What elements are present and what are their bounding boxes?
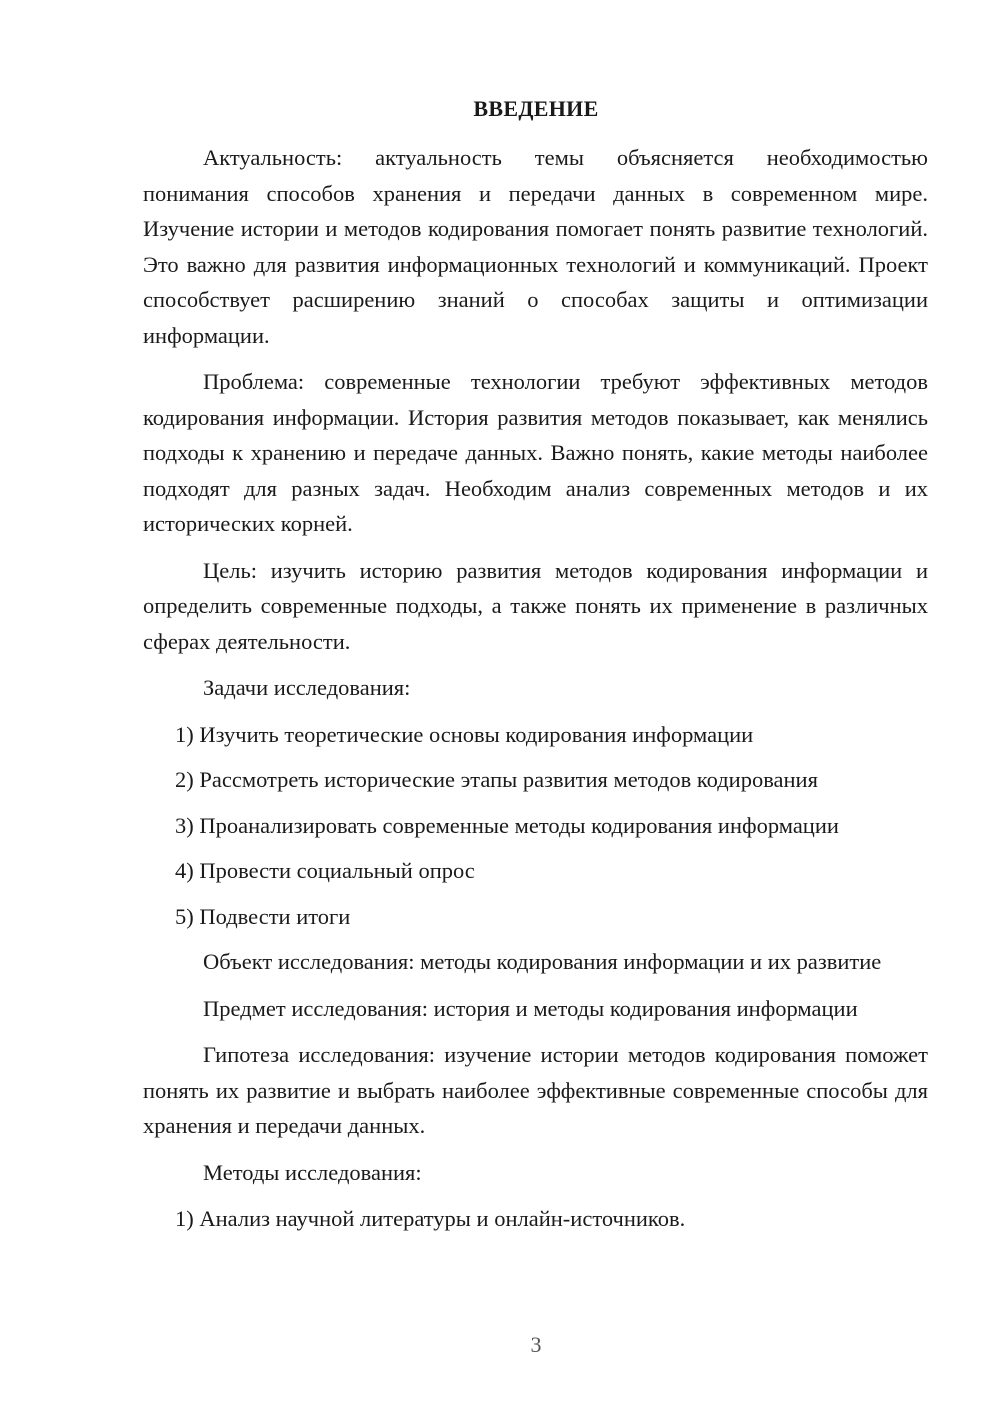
relevance-paragraph: Актуальность: актуальность темы объясняется необходимостью понимания способов хранения и передачи данных в современном мире. Изучение истории и методов кодирования помогает понять развитие технологий. Это важно для развития информационных технологий и коммуникаций. Проект способствует расширению знаний о способах защиты и оптимизации информации. xyxy=(143,145,928,348)
tasks-heading: Задачи исследования: xyxy=(203,675,411,700)
problem-paragraph: Проблема: современные технологии требуют эффективных методов кодирования информации. История развития методов показывает, как менялись подходы к хранению и передаче данных. Важно понять, какие методы наиболее подходят для разных задач. Необходим анализ современных методов и их исторических корней. xyxy=(143,369,928,536)
methods-heading: Методы исследования: xyxy=(203,1159,422,1185)
task-item: 3) Проанализировать современные методы кодирования информации xyxy=(175,812,839,838)
object-paragraph: Объект исследования: методы кодирования информации и их развитие xyxy=(203,949,882,974)
subject-paragraph: Предмет исследования: история и методы кодирования информации xyxy=(203,995,858,1021)
hypothesis-paragraph: Гипотеза исследования: изучение истории методов кодирования поможет понять их развитие и выбрать наиболее эффективные современные способы для хранения и передачи данных. xyxy=(143,1042,928,1138)
task-item: 4) Провести социальный опрос xyxy=(175,858,475,883)
section-title: ВВЕДЕНИЕ xyxy=(473,96,599,121)
task-item: 2) Рассмотреть исторические этапы развития методов кодирования xyxy=(175,767,818,792)
page-number: 3 xyxy=(530,1332,542,1357)
task-item: 1) Изучить теоретические основы кодирования информации xyxy=(175,721,754,747)
method-item: 1) Анализ научной литературы и онлайн-источников. xyxy=(175,1206,686,1231)
document-body xyxy=(143,140,928,1247)
task-item: 5) Подвести итоги xyxy=(175,903,351,929)
goal-paragraph: Цель: изучить историю развития методов кодирования информации и определить современные подходы, а также понять их применение в различных сферах деятельности. xyxy=(143,557,928,654)
